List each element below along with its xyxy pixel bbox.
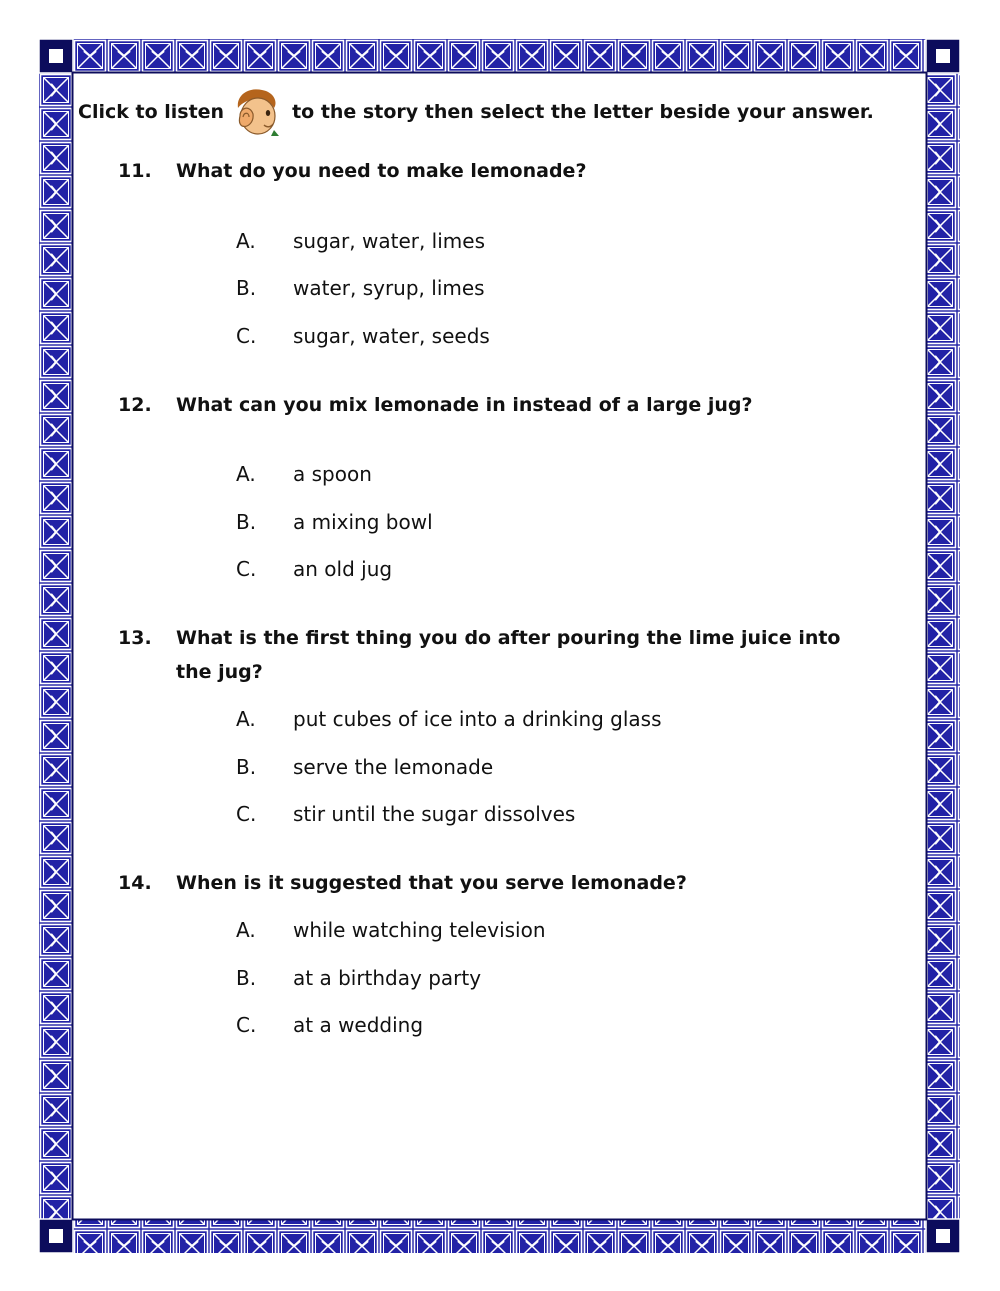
question-number: 13. [118,627,152,649]
option-letter[interactable]: C. [236,1013,257,1037]
option-text[interactable]: sugar, water, limes [293,229,486,253]
q11-option-a[interactable] [236,224,485,258]
instruction-text-before: Click to listen [78,101,225,123]
option-letter[interactable]: A. [236,707,256,731]
option-text[interactable]: an old jug [293,557,393,581]
question-number: 11. [118,160,152,182]
q14-option-c[interactable] [236,1008,423,1042]
q13-option-c[interactable] [236,797,575,831]
option-text[interactable]: at a birthday party [293,966,482,990]
question-number: 12. [118,394,152,416]
option-text[interactable]: water, syrup, limes [293,276,485,300]
question-text: When is it suggested that you serve lemonade? [176,872,687,894]
option-letter[interactable]: B. [236,966,257,990]
q11-option-c[interactable] [236,319,490,353]
option-letter[interactable]: B. [236,510,257,534]
option-text[interactable]: sugar, water, seeds [293,324,490,348]
question-text: What is the first thing you do after pouring the lime juice into the jug? [176,627,841,683]
option-letter[interactable]: B. [236,755,257,779]
option-letter[interactable]: C. [236,802,257,826]
q12-option-c[interactable] [236,552,392,586]
option-text[interactable]: a mixing bowl [293,510,433,534]
question-text: What do you need to make lemonade? [176,160,587,182]
option-text[interactable]: a spoon [293,462,372,486]
option-letter[interactable]: C. [236,324,257,348]
q12-option-a[interactable] [236,457,372,491]
option-text[interactable]: while watching television [293,918,546,942]
option-text[interactable]: stir until the sugar dissolves [293,802,576,826]
option-text[interactable]: put cubes of ice into a drinking glass [293,707,662,731]
q13-option-a[interactable] [236,702,662,736]
q14-option-a[interactable] [236,913,546,947]
option-letter[interactable]: C. [236,557,257,581]
q12-option-b[interactable] [236,505,433,539]
option-text[interactable]: serve the lemonade [293,755,494,779]
option-letter[interactable]: A. [236,462,256,486]
option-letter[interactable]: A. [236,229,256,253]
q13-option-b[interactable] [236,750,493,784]
option-letter[interactable]: A. [236,918,256,942]
question-text: What can you mix lemonade in instead of a large jug? [176,394,753,416]
q11-option-b[interactable] [236,271,485,305]
instruction-line [78,92,874,132]
option-letter[interactable]: B. [236,276,257,300]
option-text[interactable]: at a wedding [293,1013,424,1037]
instruction-text-after: to the story then select the letter beside your answer. [292,101,874,123]
q14-option-b[interactable] [236,961,481,995]
question-number: 14. [118,872,152,894]
listen-ear-icon[interactable] [230,86,286,138]
